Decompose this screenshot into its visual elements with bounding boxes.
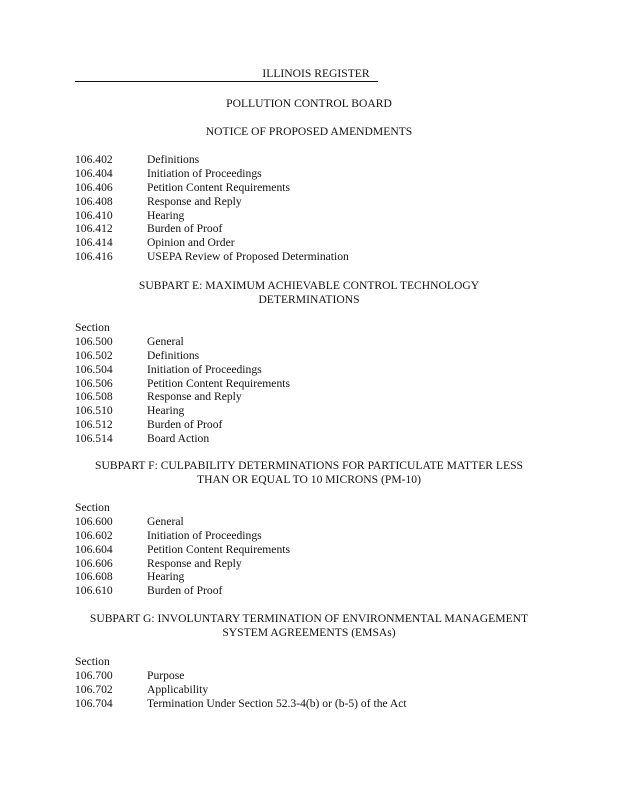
list-item	[75, 222, 349, 236]
subpart-f-heading: SUBPART F: CULPABILITY DETERMINATIONS FOR PARTICULATE MATTER LESS	[95, 459, 523, 472]
list-item	[75, 390, 290, 404]
list-item	[75, 363, 290, 377]
section-title: Board Action	[147, 432, 210, 446]
list-item	[75, 404, 290, 418]
section-number: 106.416	[75, 250, 113, 264]
section-title: Response and Reply	[147, 556, 242, 570]
subpart-f-heading-cont: THAN OR EQUAL TO 10 MICRONS (PM-10)	[197, 473, 421, 486]
section-title: Hearing	[147, 570, 185, 584]
section-title: General	[147, 334, 184, 348]
subpart-g-heading: SUBPART G: INVOLUNTARY TERMINATION OF ENVIRONMENTAL MANAGEMENT	[89, 612, 529, 625]
section-number: 106.604	[75, 542, 113, 556]
list-item	[75, 683, 407, 697]
section-number: 106.512	[75, 418, 113, 432]
section-number: 106.408	[75, 194, 113, 208]
list-item	[75, 236, 349, 250]
section-number: 106.514	[75, 432, 113, 446]
section-title: Definitions	[147, 348, 200, 362]
list-item	[75, 432, 290, 446]
section-title: Burden of Proof	[147, 418, 223, 432]
subpart-g-list	[75, 655, 407, 711]
section-number: 106.610	[75, 584, 113, 598]
section-number: 106.702	[75, 682, 113, 696]
section-title: Hearing	[147, 404, 185, 418]
section-number: 106.504	[75, 362, 113, 376]
list-item	[75, 153, 349, 167]
list-item	[75, 557, 290, 571]
section-label: Section	[75, 321, 110, 334]
section-number: 106.704	[75, 696, 113, 710]
list-item	[75, 195, 349, 209]
subpart-f-list	[75, 501, 290, 598]
section-number: 106.414	[75, 236, 113, 250]
header-rule	[75, 81, 378, 82]
list-item	[75, 181, 349, 195]
section-label: Section	[75, 655, 110, 668]
notice-title: NOTICE OF PROPOSED AMENDMENTS	[205, 125, 413, 138]
list-item	[75, 570, 290, 584]
section-number: 106.602	[75, 528, 113, 542]
section-title: Response and Reply	[147, 194, 242, 208]
list-item	[75, 584, 290, 598]
section-title: Initiation of Proceedings	[147, 166, 262, 180]
list-item	[75, 377, 290, 391]
section-title: Burden of Proof	[147, 222, 223, 236]
section-number: 106.600	[75, 514, 113, 528]
section-title: Applicability	[147, 682, 209, 696]
list-item	[75, 209, 349, 223]
section-number: 106.502	[75, 348, 113, 362]
section-number: 106.700	[75, 668, 113, 682]
section-number: 106.406	[75, 180, 113, 194]
section-number: 106.500	[75, 334, 113, 348]
section-number: 106.404	[75, 166, 113, 180]
section-number: 106.412	[75, 222, 113, 236]
section-title: Petition Content Requirements	[147, 376, 290, 390]
agency-title: POLLUTION CONTROL BOARD	[226, 97, 392, 110]
list-item	[75, 167, 349, 181]
list-item	[75, 515, 290, 529]
section-title: USEPA Review of Proposed Determination	[147, 250, 349, 264]
register-title: ILLINOIS REGISTER	[262, 67, 370, 80]
subpart-e-heading-cont: DETERMINATIONS	[258, 293, 360, 306]
list-item	[75, 349, 290, 363]
section-number: 106.606	[75, 556, 113, 570]
section-title: Response and Reply	[147, 390, 242, 404]
section-number: 106.508	[75, 390, 113, 404]
section-title: Petition Content Requirements	[147, 180, 290, 194]
section-title: Termination Under Section 52.3-4(b) or (b-5) of the Act	[147, 696, 407, 710]
section-number: 106.506	[75, 376, 113, 390]
list-item	[75, 418, 290, 432]
section-number: 106.510	[75, 404, 113, 418]
section-title: Definitions	[147, 153, 200, 166]
section-title: Hearing	[147, 208, 185, 222]
subpart-e-list	[75, 321, 290, 446]
section-title: Opinion and Order	[147, 236, 235, 250]
section-title: Petition Content Requirements	[147, 542, 290, 556]
section-title: General	[147, 514, 184, 528]
section-number: 106.608	[75, 570, 113, 584]
list-item	[75, 250, 349, 264]
section-number: 106.402	[75, 153, 113, 166]
section-title: Burden of Proof	[147, 584, 223, 598]
list-item	[75, 529, 290, 543]
list-item	[75, 697, 407, 711]
subpart-g-heading-cont: SYSTEM AGREEMENTS (EMSAs)	[222, 626, 396, 639]
section-title: Purpose	[147, 668, 185, 682]
section-title: Initiation of Proceedings	[147, 362, 262, 376]
list-item	[75, 335, 290, 349]
list-item	[75, 543, 290, 557]
section-title: Initiation of Proceedings	[147, 528, 262, 542]
section-number: 106.410	[75, 208, 113, 222]
section-label: Section	[75, 501, 110, 514]
list-item	[75, 669, 407, 683]
subpart-d-list	[75, 153, 349, 264]
subpart-e-heading: SUBPART E: MAXIMUM ACHIEVABLE CONTROL TECHNOLOGY	[138, 279, 480, 292]
